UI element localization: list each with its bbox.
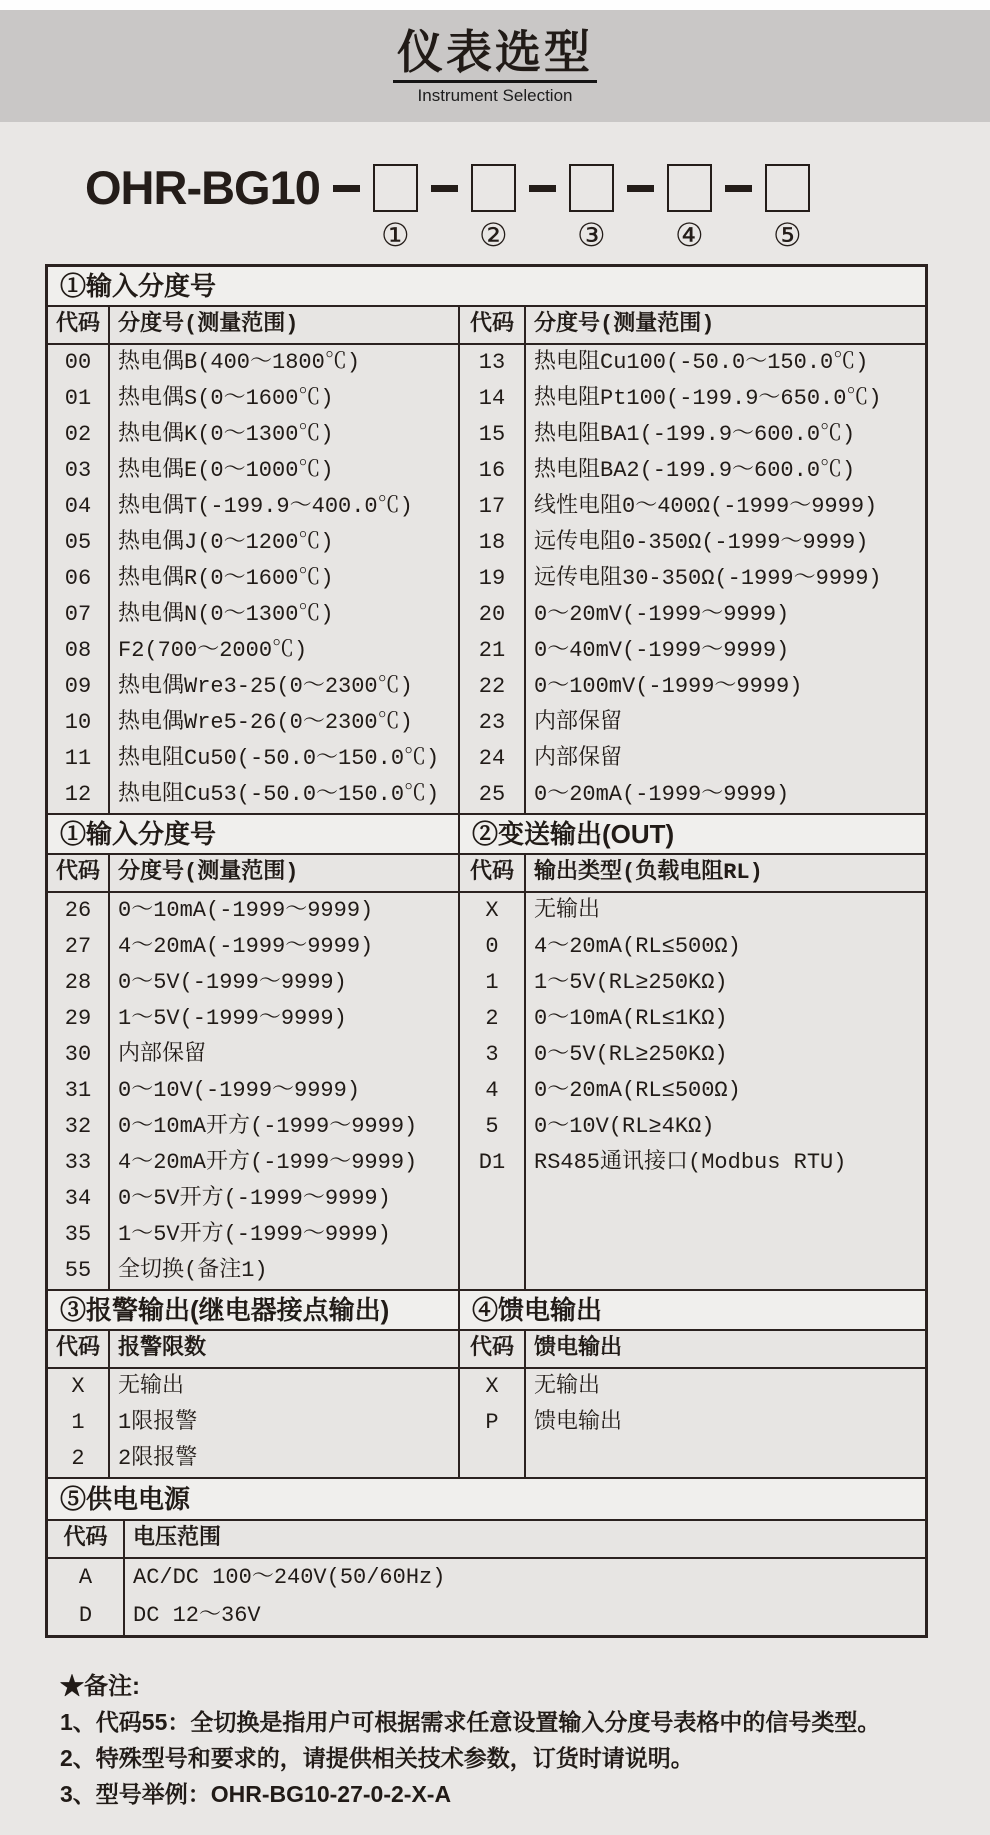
- section1-left-table: [48, 307, 460, 813]
- table-row: [460, 453, 925, 489]
- code-cell: 17: [460, 489, 526, 525]
- desc-column-header: 电压范围: [133, 1526, 222, 1551]
- section2-left-header: ①输入分度号: [48, 815, 460, 853]
- code-cell: 1: [460, 965, 526, 1001]
- code-cell: 16: [460, 453, 526, 489]
- desc-column-header: 输出类型(负载电阻RL): [534, 860, 763, 885]
- desc-cell: AC/DC 100～240V(50/60Hz): [133, 1565, 446, 1590]
- desc-cell: 0～5V(-1999～9999): [118, 970, 347, 995]
- section2-headers: [48, 815, 925, 855]
- code-cell: 24: [460, 741, 526, 777]
- position-label-1: ①: [381, 217, 410, 253]
- desc-cell: 4～20mA(-1999～9999): [118, 934, 374, 959]
- code-cell: 3: [460, 1037, 526, 1073]
- table-row: [460, 381, 925, 417]
- section5-table: [48, 1521, 925, 1635]
- table-row: [460, 669, 925, 705]
- desc-cell: 热电阻Cu53(-50.0～150.0℃): [118, 782, 440, 807]
- desc-cell: 热电偶E(0～1000℃): [118, 458, 334, 483]
- desc-cell: 0～10mA(RL≤1KΩ): [534, 1006, 728, 1031]
- dash-separator: [725, 185, 752, 192]
- code-cell: 01: [48, 381, 110, 417]
- desc-cell: 内部保留: [534, 746, 623, 771]
- table-row: [48, 453, 458, 489]
- table-row: [48, 741, 458, 777]
- table-row: [460, 1037, 925, 1073]
- desc-cell: 内部保留: [534, 710, 623, 735]
- column-header-row: [48, 1521, 925, 1559]
- table-row: [460, 1369, 925, 1405]
- table-row: [460, 1405, 925, 1441]
- desc-cell: 热电偶K(0～1300℃): [118, 422, 334, 447]
- desc-cell: 0～20mA(-1999～9999): [534, 782, 790, 807]
- table-row: [48, 1597, 925, 1635]
- desc-cell: RS485通讯接口(Modbus RTU): [534, 1150, 847, 1175]
- section4-table: [460, 1331, 925, 1477]
- model-slot-2: [471, 164, 516, 252]
- table-row: [48, 345, 458, 381]
- table-row: [460, 1145, 925, 1181]
- table-row: [48, 705, 458, 741]
- page-header-banner: [0, 10, 990, 122]
- model-slot-4: [667, 164, 712, 252]
- desc-cell: 0～10V(RL≥4KΩ): [534, 1114, 715, 1139]
- section1-left-rows: [48, 345, 458, 813]
- code-cell: 4: [460, 1073, 526, 1109]
- table-row: [460, 965, 925, 1001]
- code-cell: 13: [460, 345, 526, 381]
- top-margin-strip: [0, 0, 990, 10]
- desc-column-header: 分度号(测量范围): [118, 860, 299, 885]
- code-cell: 12: [48, 777, 110, 813]
- table-row: [48, 597, 458, 633]
- table-row: [460, 597, 925, 633]
- table-row: [48, 1253, 458, 1289]
- code-cell: 34: [48, 1181, 110, 1217]
- desc-cell: 4～20mA开方(-1999～9999): [118, 1150, 418, 1175]
- table-row: [48, 965, 458, 1001]
- section5-rows: [48, 1559, 925, 1635]
- remarks-block: [60, 1670, 990, 1812]
- code-cell: 1: [48, 1405, 110, 1441]
- table-row: [460, 1109, 925, 1145]
- section2-right-header: ②变送输出(OUT): [460, 815, 925, 853]
- page-subtitle: Instrument Selection: [417, 85, 573, 105]
- model-slot-1: [373, 164, 418, 252]
- desc-column-header: 分度号(测量范围): [118, 312, 299, 337]
- table-row: [48, 1145, 458, 1181]
- desc-cell: 1～5V(-1999～9999): [118, 1006, 347, 1031]
- table-row: [460, 741, 925, 777]
- table-row: [48, 1559, 925, 1597]
- desc-cell: 热电偶S(0～1600℃): [118, 386, 334, 411]
- code-cell: X: [460, 893, 526, 929]
- desc-cell: 热电阻Cu100(-50.0～150.0℃): [534, 350, 869, 375]
- column-header-row: [460, 855, 925, 893]
- desc-cell: 热电偶N(0～1300℃): [118, 602, 334, 627]
- column-header-row: [48, 1331, 458, 1369]
- code-cell: 11: [48, 741, 110, 777]
- table-row: [48, 417, 458, 453]
- table-row: [460, 345, 925, 381]
- code-cell: 2: [48, 1441, 110, 1477]
- table-row: [460, 417, 925, 453]
- code-column-header: 代码: [48, 307, 110, 343]
- desc-cell: 无输出: [118, 1374, 185, 1399]
- desc-cell: 无输出: [534, 1374, 601, 1399]
- desc-cell: 2限报警: [118, 1446, 198, 1471]
- table-row: [460, 1073, 925, 1109]
- table-row: [48, 893, 458, 929]
- table-row: [48, 633, 458, 669]
- code-cell: 28: [48, 965, 110, 1001]
- table-row: [48, 1073, 458, 1109]
- table-row: [460, 929, 925, 965]
- code-column-header: 代码: [48, 855, 110, 891]
- code-cell: 22: [460, 669, 526, 705]
- desc-cell: 全切换(备注1): [118, 1258, 268, 1283]
- desc-cell: 内部保留: [118, 1042, 207, 1067]
- table-row: [48, 1001, 458, 1037]
- code-column-header: 代码: [460, 855, 526, 891]
- code-cell: D: [48, 1597, 125, 1635]
- code-cell: 55: [48, 1253, 110, 1289]
- filler-row: [460, 1181, 925, 1289]
- code-cell: 02: [48, 417, 110, 453]
- model-code-box-3: [569, 164, 614, 212]
- table-row: [48, 777, 458, 813]
- code-cell: 30: [48, 1037, 110, 1073]
- section3-table: [48, 1331, 460, 1477]
- section2-right-rows: [460, 893, 925, 1181]
- desc-column-header: 分度号(测量范围): [534, 312, 715, 337]
- code-cell: 2: [460, 1001, 526, 1037]
- desc-cell: 热电阻BA1(-199.9～600.0℃): [534, 422, 856, 447]
- selection-table: [45, 264, 928, 1638]
- desc-cell: 热电阻BA2(-199.9～600.0℃): [534, 458, 856, 483]
- code-column-header: 代码: [460, 1331, 526, 1367]
- table-row: [460, 525, 925, 561]
- desc-cell: 0～10mA开方(-1999～9999): [118, 1114, 418, 1139]
- code-cell: 32: [48, 1109, 110, 1145]
- section5: [48, 1479, 925, 1635]
- table-row: [48, 1181, 458, 1217]
- table-row: [48, 525, 458, 561]
- remark-item-2: 2、特殊型号和要求的，请提供相关技术参数，订货时请说明。: [60, 1745, 694, 1771]
- section2-right-table: [460, 855, 925, 1289]
- dash-separator: [627, 185, 654, 192]
- table-row: [460, 633, 925, 669]
- table-row: [460, 777, 925, 813]
- desc-cell: 馈电输出: [534, 1410, 623, 1435]
- code-cell: 35: [48, 1217, 110, 1253]
- filler-row: [460, 1441, 925, 1477]
- section4-header: ④馈电输出: [460, 1291, 925, 1329]
- remark-item-1: 1、代码55：全切换是指用户可根据需求任意设置输入分度号表格中的信号类型。: [60, 1709, 881, 1735]
- code-cell: 33: [48, 1145, 110, 1181]
- code-column-header: 代码: [48, 1521, 125, 1557]
- table-row: [460, 1001, 925, 1037]
- section1-right-rows: [460, 345, 925, 813]
- code-cell: X: [48, 1369, 110, 1405]
- desc-cell: 热电阻Pt100(-199.9～650.0℃): [534, 386, 882, 411]
- code-cell: 08: [48, 633, 110, 669]
- position-label-3: ③: [577, 217, 606, 253]
- code-cell: 19: [460, 561, 526, 597]
- page-title: 仪表选型: [393, 26, 597, 82]
- code-column-header: 代码: [48, 1331, 110, 1367]
- desc-cell: F2(700～2000℃): [118, 638, 308, 663]
- code-cell: D1: [460, 1145, 526, 1181]
- desc-cell: 热电阻Cu50(-50.0～150.0℃): [118, 746, 440, 771]
- remarks-title: ★备注:: [60, 1673, 140, 1700]
- section2-body: [48, 855, 925, 1291]
- desc-cell: 0～20mV(-1999～9999): [534, 602, 790, 627]
- desc-cell: 0～20mA(RL≤500Ω): [534, 1078, 741, 1103]
- desc-cell: 4～20mA(RL≤500Ω): [534, 934, 741, 959]
- desc-cell: 0～10mA(-1999～9999): [118, 898, 374, 923]
- section3-rows: [48, 1369, 458, 1477]
- table-row: [48, 1441, 458, 1477]
- position-label-5: ⑤: [773, 217, 802, 253]
- desc-column-header: 报警限数: [118, 1336, 207, 1361]
- code-cell: 5: [460, 1109, 526, 1145]
- desc-cell: 线性电阻0～400Ω(-1999～9999): [534, 494, 878, 519]
- desc-cell: 热电偶Wre5-26(0～2300℃): [118, 710, 413, 735]
- code-cell: 10: [48, 705, 110, 741]
- table-row: [48, 1217, 458, 1253]
- section1-right-table: [460, 307, 925, 813]
- remark-item-3: 3、型号举例：OHR-BG10-27-0-2-X-A: [60, 1781, 452, 1807]
- column-header-row: [48, 307, 458, 345]
- table-row: [460, 561, 925, 597]
- table-row: [48, 1037, 458, 1073]
- section5-header: ⑤供电电源: [48, 1479, 925, 1521]
- table-row: [48, 1109, 458, 1145]
- desc-cell: 1限报警: [118, 1410, 198, 1435]
- model-prefix: OHR-BG10: [85, 161, 320, 214]
- column-header-row: [48, 855, 458, 893]
- position-label-4: ④: [675, 217, 704, 253]
- desc-cell: 0～5V开方(-1999～9999): [118, 1186, 391, 1211]
- desc-cell: 热电偶B(400～1800℃): [118, 350, 361, 375]
- code-column-header: 代码: [460, 307, 526, 343]
- position-label-2: ②: [479, 217, 508, 253]
- code-cell: 03: [48, 453, 110, 489]
- section34-headers: [48, 1291, 925, 1331]
- code-cell: 15: [460, 417, 526, 453]
- desc-cell: 1～5V(RL≥250KΩ): [534, 970, 728, 995]
- table-row: [460, 489, 925, 525]
- code-cell: 0: [460, 929, 526, 965]
- model-ordering-diagram: [85, 161, 990, 253]
- code-cell: 07: [48, 597, 110, 633]
- dash-separator: [529, 185, 556, 192]
- desc-cell: 0～10V(-1999～9999): [118, 1078, 361, 1103]
- code-cell: 26: [48, 893, 110, 929]
- desc-cell: 0～5V(RL≥250KΩ): [534, 1042, 728, 1067]
- code-cell: 14: [460, 381, 526, 417]
- table-row: [460, 705, 925, 741]
- desc-cell: DC 12～36V: [133, 1603, 261, 1628]
- section34-body: [48, 1331, 925, 1479]
- desc-cell: 热电偶J(0～1200℃): [118, 530, 334, 555]
- section4-rows: [460, 1369, 925, 1441]
- code-cell: 31: [48, 1073, 110, 1109]
- table-row: [48, 489, 458, 525]
- code-cell: 06: [48, 561, 110, 597]
- code-cell: 29: [48, 1001, 110, 1037]
- model-code-box-2: [471, 164, 516, 212]
- code-cell: 09: [48, 669, 110, 705]
- code-cell: 25: [460, 777, 526, 813]
- table-row: [48, 381, 458, 417]
- model-code-box-5: [765, 164, 810, 212]
- column-header-row: [460, 1331, 925, 1369]
- section2-left-rows: [48, 893, 458, 1289]
- column-header-row: [460, 307, 925, 345]
- code-cell: A: [48, 1559, 125, 1597]
- model-code-box-4: [667, 164, 712, 212]
- dash-separator: [333, 185, 360, 192]
- desc-cell: 0～40mV(-1999～9999): [534, 638, 790, 663]
- desc-column-header: 馈电输出: [534, 1336, 623, 1361]
- section1-body: [48, 307, 925, 815]
- desc-cell: 无输出: [534, 898, 601, 923]
- code-cell: 04: [48, 489, 110, 525]
- code-cell: 20: [460, 597, 526, 633]
- model-slot-5: [765, 164, 810, 252]
- table-row: [48, 929, 458, 965]
- section3-header: ③报警输出(继电器接点输出): [48, 1291, 460, 1329]
- code-cell: 05: [48, 525, 110, 561]
- code-cell: 18: [460, 525, 526, 561]
- desc-cell: 远传电阻0-350Ω(-1999～9999): [534, 530, 869, 555]
- section2-left-table: [48, 855, 460, 1289]
- model-code-box-1: [373, 164, 418, 212]
- code-cell: P: [460, 1405, 526, 1441]
- table-row: [48, 1369, 458, 1405]
- table-row: [460, 893, 925, 929]
- desc-cell: 远传电阻30-350Ω(-1999～9999): [534, 566, 882, 591]
- code-cell: 27: [48, 929, 110, 965]
- code-cell: 21: [460, 633, 526, 669]
- table-row: [48, 669, 458, 705]
- desc-cell: 1～5V开方(-1999～9999): [118, 1222, 391, 1247]
- desc-cell: 热电偶Wre3-25(0～2300℃): [118, 674, 413, 699]
- dash-separator: [431, 185, 458, 192]
- table-row: [48, 561, 458, 597]
- desc-cell: 热电偶T(-199.9～400.0℃): [118, 494, 413, 519]
- table-row: [48, 1405, 458, 1441]
- section1-header: ①输入分度号: [48, 267, 925, 307]
- model-slot-3: [569, 164, 614, 252]
- code-cell: 23: [460, 705, 526, 741]
- desc-cell: 热电偶R(0～1600℃): [118, 566, 334, 591]
- desc-cell: 0～100mV(-1999～9999): [534, 674, 803, 699]
- code-cell: 00: [48, 345, 110, 381]
- code-cell: X: [460, 1369, 526, 1405]
